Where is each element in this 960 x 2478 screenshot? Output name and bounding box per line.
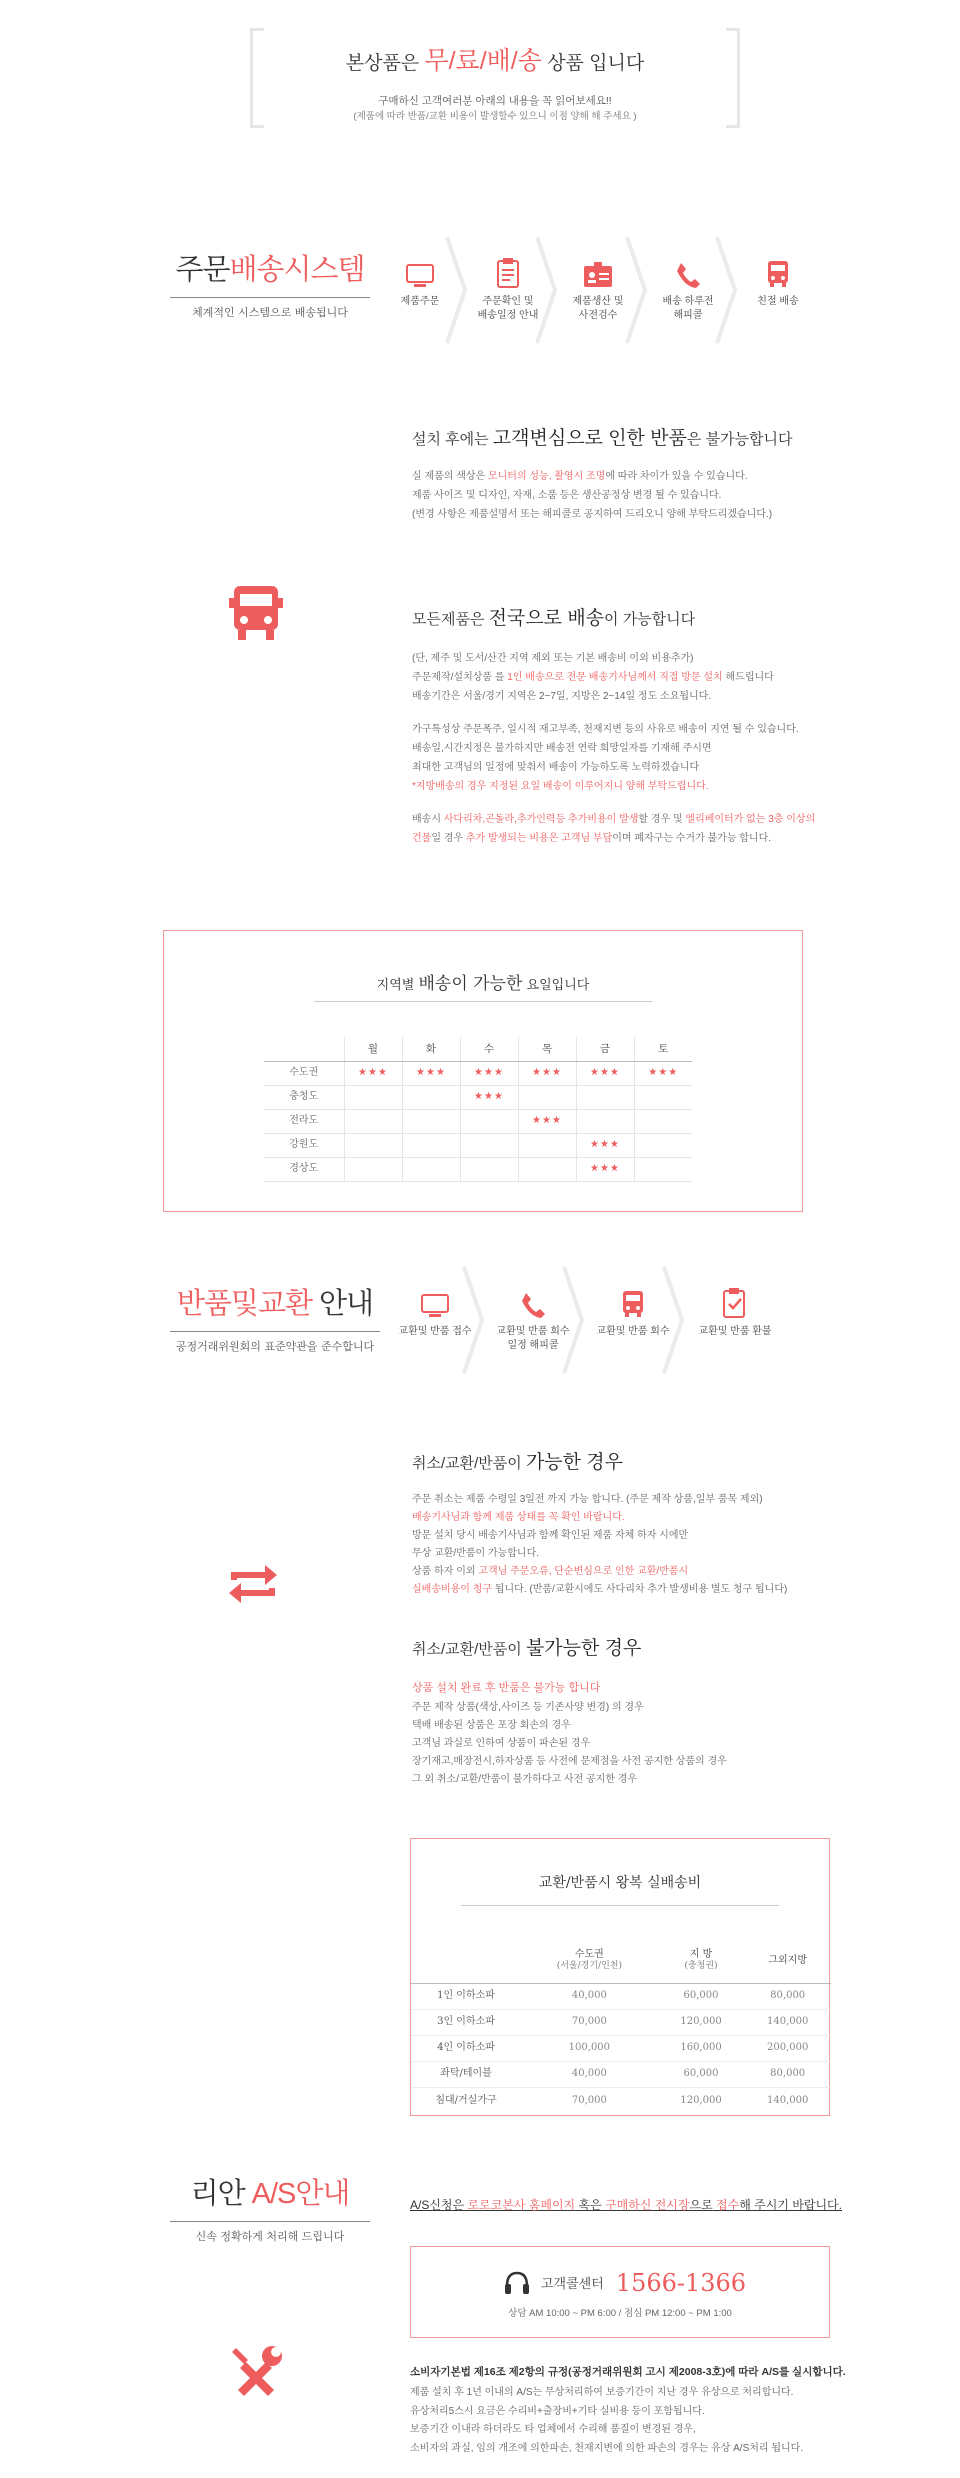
step-delivery: 친절 배송 [743, 253, 813, 309]
table-row: 4인 이하소파 100,000 160,000 200,000 [411, 2035, 831, 2061]
table-row: 1인 이하소파 40,000 60,000 80,000 [411, 1983, 831, 2009]
install-notice: 설치 후에는 고객변심으로 인한 반품은 불가능합니다 실 제품의 색상은 모니터의 성능, 촬영시 조명에 따라 차이가 있을 수 있습니다. 제품 사이즈 및 디자인, 자재, 소품 등은 생산공정상 변경 될 수 있습니다. (변경 사항은 제품설명서 또는 해피콜로 공지하여 드리오니 양해 부탁드리겠습니다.) [412, 424, 862, 524]
region-table [264, 1037, 692, 1182]
step-return-pickup: 교환및 반품 회수 [590, 1283, 676, 1339]
clipboard-icon [496, 257, 520, 289]
cost-table [411, 1939, 831, 2113]
phone-icon [520, 1291, 546, 1319]
monitor-icon [405, 263, 435, 289]
truck-icon [620, 1289, 646, 1319]
call-center-box [410, 2246, 830, 2338]
call-center-hours: 상담 AM 10:00 ~ PM 6:00 / 점심 PM 12:00 ~ PM 1:00 [508, 2308, 732, 2319]
step-return-receipt: 교환및 반품 접수 [394, 1283, 476, 1339]
day-header: 목 [518, 1037, 576, 1061]
phone-icon [675, 261, 701, 289]
table-row: 수도권 ★★★ ★★★ ★★★ ★★★ ★★★ ★★★ [264, 1061, 692, 1085]
step-happycall: 배송 하루전 해피콜 [653, 253, 723, 322]
region-schedule-box [163, 930, 803, 1212]
return-possible-heading: 취소/교환/반품이 가능한 경우 [412, 1452, 624, 1473]
headset-icon [503, 2270, 531, 2298]
cost-col-header: 지 방 (충청권) [658, 1939, 745, 1983]
table-row: 좌탁/테이블 40,000 60,000 80,000 [411, 2061, 831, 2087]
step-production: 제품생산 및 사전검수 [563, 253, 633, 322]
table-row: 경상도 ★★★ [264, 1157, 692, 1181]
day-header: 월 [344, 1037, 402, 1061]
call-center-number[interactable]: 1566-1366 [615, 2269, 747, 2297]
step-return-refund: 교환및 반품 환불 [692, 1283, 778, 1339]
cost-table-title: 교환/반품시 왕복 실배송비 [538, 1875, 702, 1891]
truck-icon [765, 259, 791, 289]
banner-subtitle: 구매하신 고객여러분 아래의 내용을 꼭 읽어보세요!! [378, 95, 612, 107]
delivery-section-title: 주문배송시스템 체계적인 시스템으로 배송됩니다 [170, 248, 370, 321]
return-impossible: 취소/교환/반품이 불가능한 경우 상품 설치 완료 후 반품은 불가능 합니다 주문 제작 상품(색상,사이즈 등 기존사양 변경) 의 경우 택배 배송된 상품은 포장 회손의 경우 고객님 과실로 인하여 상품이 파손된 경우 장기재고,매장전시,하자상품 등 사전에 문제점을 사전 공지한 상품의 경우 그 외 취소/교환/반품이 불가하다고 사전 공지한 경우 [412, 1634, 852, 1789]
as-section-title: 리안 A/S안내 신속 정확하게 처리해 드립니다 [170, 2172, 370, 2245]
banner-highlight: 무/료/배/송 [424, 47, 542, 75]
call-center-label: 고객콜센터 [541, 2275, 604, 2291]
day-header: 금 [576, 1037, 634, 1061]
return-possible: 취소/교환/반품이 가능한 경우 주문 취소는 제품 수령일 3일전 까지 가능 합니다. (주문 제작 상품,일부 품목 제외) 배송기사님과 함께 제품 상태를 꼭 확인 바랍니다. 방문 설치 당시 배송기사님과 함께 확인된 제품 자체 하자 시에만 무상 교환/반품이 가능합니다. 상품 하자 이외 고객님 주문오류, 단순변심으로 인한 교환/반품시 실배송비용이 청구 됩니다. (반품/교환시에도 사다리차 추가 발생비용 별도 청구 됩니다) [412, 1448, 852, 1599]
banner-note: (제품에 따라 반품/교환 비용이 발생할수 있으니 이점 양해 해 주세요 ) [353, 111, 637, 122]
table-row: 전라도 ★★★ [264, 1109, 692, 1133]
table-row: 충청도 ★★★ [264, 1085, 692, 1109]
as-policy: 소비자기본법 제16조 제2항의 규정(공정거래위원회 고시 제2008-3호)에 따라 A/S를 실시합니다. 제품 설치 후 1년 이내의 A/S는 무상처리하여 보증기간이 지난 경우 유상으로 처리합니다. 유상처리5스시 요금은 수리비+출장비+기타 실비용 등이 포함됩니다. 보증기간 이내라 하더라도 타 업체에서 수리해 품질이 변경된 경우, 소비자의 과실, 임의 개조에 의한파손, 천재지변에 의한 파손의 경우는 유상 A/S처리 됩니다. [410, 2366, 846, 2454]
nationwide-heading: 모든제품은 전국으로 배송이 가능합니다 [412, 608, 696, 629]
delivery-process [385, 235, 825, 345]
returns-process [400, 1265, 800, 1375]
id-card-icon [582, 261, 614, 289]
free-shipping-banner [250, 28, 740, 128]
wrench-screwdriver-icon [228, 2344, 284, 2400]
banner-title: 본상품은 무/료/배/송 상품 입니다 [345, 47, 645, 75]
install-notice-heading: 설치 후에는 고객변심으로 인한 반품은 불가능합니다 [412, 428, 793, 449]
table-row: 강원도 ★★★ [264, 1133, 692, 1157]
step-return-happycall: 교환및 반품 회수 일정 해피콜 [490, 1283, 576, 1352]
table-row: 침대/거실가구 70,000 120,000 140,000 [435, 2094, 809, 2106]
nationwide-notice: 모든제품은 전국으로 배송이 가능합니다 (단, 제주 및 도서/산간 지역 제외 또는 기본 배송비 이외 비용추가) 주문제작/설치상품 를 1인 배송으로 전문 배송기사님께서 직접 방문 설치 해드립니다 배송기간은 서울/경기 지역은 2~7일, 지방은 2~14일 정도 소요됩니다. 가구특성상 주문폭주, 일시적 재고부족, 천재지변 등의 사유로 배송이 지연 될 수 있습니다. 배송일,시간지정은 불가하지만 배송전 연락 희망일자를 기재해 주시면 최대한 고객님의 일정에 맞춰서 배송이 가능하도록 노력하겠습니다 *지방배송의 경우 지정된 요일 배송이 이루어지니 양해 부탁드립니다. 배송시 사다리차,곤돌라,추가인력등 추가비용이 발생할 경우 및 엘리베이터가 없는 3층 이상의 건물일 경우 추가 발생되는 비용은 고객님 부담이며 폐자구는 수거가 불가능 합니다. [412, 604, 852, 848]
clipboard-check-icon [722, 1287, 748, 1319]
table-row: 3인 이하소파 70,000 120,000 140,000 [411, 2009, 831, 2035]
return-impossible-heading: 취소/교환/반품이 불가능한 경우 [412, 1638, 642, 1659]
cost-col-header: 수도권 (서울/경기/인천) [521, 1939, 658, 1983]
cost-col-header: 그외지방 [744, 1939, 831, 1983]
step-order: 제품주문 [385, 253, 455, 309]
day-header: 수 [460, 1037, 518, 1061]
step-confirm: 주문확인 및 배송일정 안내 [473, 253, 543, 322]
as-request-line: A/S신청은 로로코본사 홈페이지 혹은 구매하신 전시장으로 접수해 주시기 바랍니다. [410, 2198, 842, 2212]
monitor-icon [420, 1293, 450, 1319]
truck-icon [228, 582, 284, 644]
shipping-cost-box [410, 1838, 830, 2116]
region-table-title: 지역별 배송이 가능한 요일입니다 [376, 974, 590, 994]
day-header: 화 [402, 1037, 460, 1061]
exchange-arrows-icon [225, 1562, 281, 1606]
returns-section-title: 반품및교환 안내 공정거래위원회의 표준약관을 준수합니다 [160, 1282, 390, 1355]
day-header: 토 [634, 1037, 692, 1061]
